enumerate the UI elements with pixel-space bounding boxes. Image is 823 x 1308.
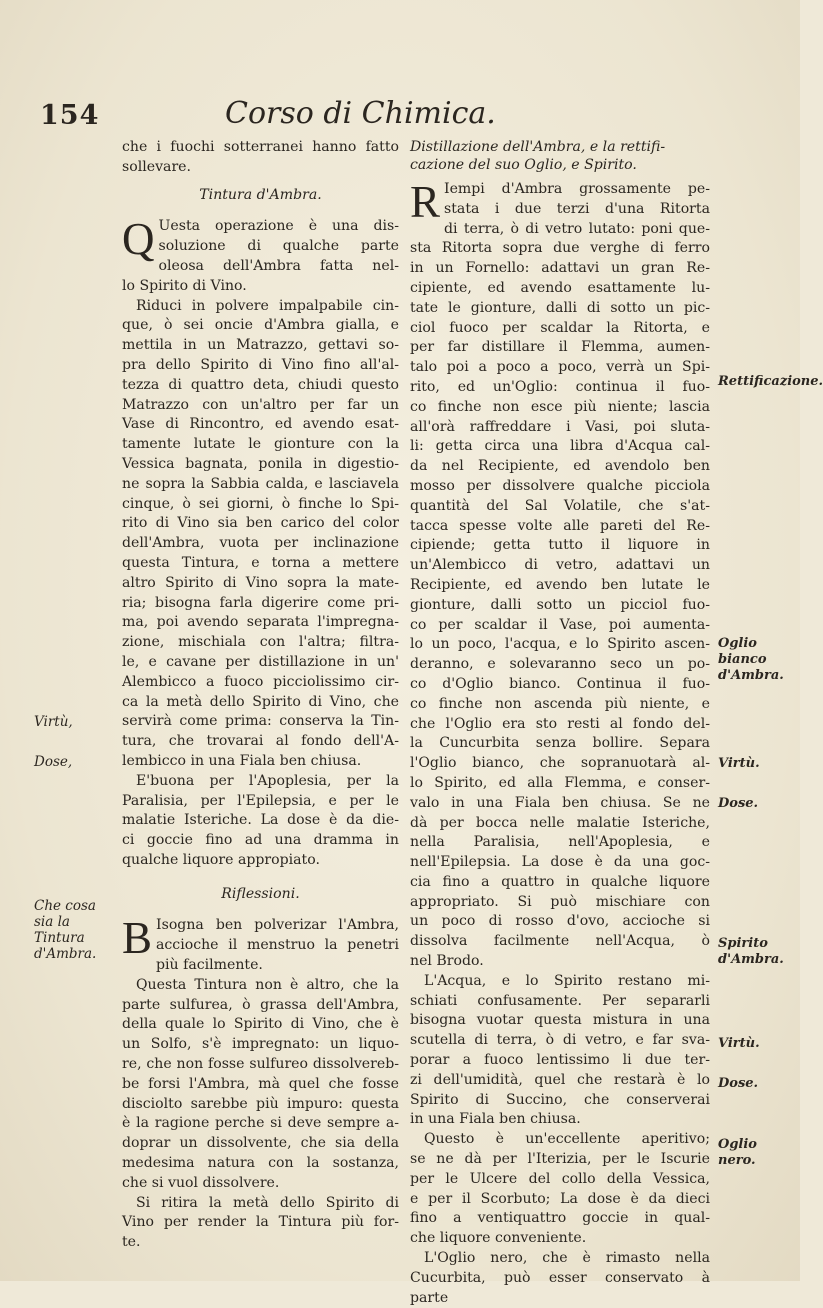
text-line: te. xyxy=(122,1234,141,1251)
margin-note-spirito: Spirito d'Ambra. xyxy=(718,936,784,967)
text-line: rito di Vino sia ben carico del color xyxy=(122,515,399,532)
text-line: sollevare. xyxy=(122,158,191,175)
margin-note-che-cosa: Che cosa sia la Tintura d'Ambra. xyxy=(34,898,97,962)
text-line: valo in una Fiala ben chiusa. Se ne xyxy=(410,794,710,811)
text-line: in una Fiala ben chiusa. xyxy=(410,1111,581,1128)
text-line: Matrazzo con un'altro per far un xyxy=(122,396,399,413)
text-line: che i fuochi sotterranei hanno fatto xyxy=(122,139,399,155)
text-line: un Solfo, s'è impregnato: un liquo- xyxy=(122,1036,399,1053)
text-line: Questa Tintura non è altro, che la xyxy=(136,976,399,993)
tintura-paragraph xyxy=(122,214,399,870)
drop-cap: R xyxy=(410,177,441,227)
margin-note-virtu-1: Virtù. xyxy=(718,756,760,771)
text-line: Paralisia, per l'Epilepsia, e per le xyxy=(122,792,399,809)
text-line: pra dello Spirito di Vino fino all'al- xyxy=(122,356,399,373)
text-line: tura, che trovarai al fondo dell'A- xyxy=(122,733,399,750)
text-line: porar a fuoco lentissimo li due ter- xyxy=(410,1052,710,1069)
text-line: Questo è un'eccellente aperitivo; xyxy=(424,1131,710,1148)
text-line: per le Ulcere del collo della Vessica, xyxy=(410,1170,710,1187)
text-line: di terra, ò di vetro lutato: poni que- xyxy=(444,220,710,237)
text-line: oleosa dell'Ambra fatta nel- xyxy=(158,257,399,274)
text-line: Cucurbita, può esser conservato à xyxy=(410,1269,710,1286)
text-line: doprar un dissolvente, che sia della xyxy=(122,1135,399,1152)
text-line: della quale lo Spirito di Vino, che è xyxy=(122,1016,399,1033)
text-line: co d'Oglio bianco. Continua il fuo- xyxy=(410,675,710,692)
text-line: ciol fuoco per scaldar la Ritorta, e xyxy=(410,319,710,336)
text-line: nell'Epilepsia. La dose è da una goc- xyxy=(410,854,710,871)
text-line: E'buona per l'Apoplesia, per la xyxy=(136,772,399,789)
text-line: scutella di terra, ò di vetro, e far sva- xyxy=(410,1032,710,1049)
text-line: deranno, e solevaranno seco un po- xyxy=(410,656,710,673)
text-line: servirà come prima: conserva la Tin- xyxy=(122,713,399,730)
text-line: la Cuncurbita senza bollire. Separa xyxy=(410,735,710,752)
margin-note-virtu: Virtù, xyxy=(34,714,73,730)
margin-note-dose-2: Dose. xyxy=(718,1076,759,1091)
text-line: che liquore conveniente. xyxy=(410,1230,587,1247)
text-line: co per scaldar il Vase, poi aumenta- xyxy=(410,616,710,633)
text-line: schiati confusamente. Per separarli xyxy=(410,992,710,1009)
text-line: all'orà raffreddare i Vasi, poi sluta- xyxy=(410,418,710,435)
text-line: fino a ventiquattro goccie in qual- xyxy=(410,1210,710,1227)
margin-note-oglio-nero: Oglio nero. xyxy=(718,1137,757,1168)
text-line: e per il Scorbuto; La dose è da dieci xyxy=(410,1190,710,1207)
margin-note-oglio-bianco: Oglio bianco d'Ambra. xyxy=(718,636,784,683)
text-line: co finche non ascenda più niente, e xyxy=(410,695,710,712)
text-line: dell'Ambra, vuota per inclinazione xyxy=(122,535,399,552)
text-line: l'Oglio bianco, che sopranuotarà al- xyxy=(410,755,710,772)
text-line: Vase di Rincontro, ed avendo esat- xyxy=(122,416,399,433)
text-line: parte xyxy=(410,1289,449,1306)
text-line: bisogna vuotar questa mistura in una xyxy=(410,1012,710,1029)
text-line: zione, mischiala con l'altra; filtra- xyxy=(122,634,399,651)
text-line: sta Ritorta sopra due verghe di ferro xyxy=(410,240,710,257)
text-line: Iempi d'Ambra grossamente pe- xyxy=(444,181,710,197)
text-line: mettila in un Matrazzo, gettavi so- xyxy=(122,337,399,354)
text-line: più facilmente. xyxy=(156,957,263,974)
text-line: malatie Isteriche. La dose è da die- xyxy=(122,812,399,829)
text-line: ne sopra la Sabbia calda, e lasciavela xyxy=(122,475,399,492)
text-line: Vino per render la Tintura più for- xyxy=(122,1214,399,1231)
text-line: Riduci in polvere impalpabile cin- xyxy=(136,297,399,314)
text-line: Spirito di Succino, che conserverai xyxy=(410,1091,710,1108)
page-number: 154 xyxy=(40,100,100,131)
margin-note-dose-1: Dose. xyxy=(718,796,759,811)
page-header xyxy=(0,96,800,140)
text-line: che l'Oglio era sto resti al fondo del- xyxy=(410,715,710,732)
text-line: Vessica bagnata, ponila in digestio- xyxy=(122,455,399,472)
text-line: cazione del suo Oglio, e Spirito. xyxy=(410,157,637,173)
text-line: da nel Recipiente, ed avendolo ben xyxy=(410,458,710,475)
text-line: tamente lutate le gionture con la xyxy=(122,436,399,453)
text-line: medesima natura con la sostanza, xyxy=(122,1155,399,1172)
text-line: Recipiente, ed avendo ben lutate le xyxy=(410,576,710,593)
text-line: le, e cavane per distillazione in un' xyxy=(122,653,399,670)
text-line: lembicco in una Fiala ben chiusa. xyxy=(122,752,362,769)
text-line: Alembicco a fuoco picciolissimo cir- xyxy=(122,673,399,690)
text-line: se ne dà per l'Iterizia, per le Iscurie xyxy=(410,1151,710,1168)
text-line: soluzione di qualche parte xyxy=(158,238,399,255)
text-line: dissolva facilmente nell'Acqua, ò xyxy=(410,933,710,950)
text-line: lo Spirito di Vino. xyxy=(122,277,247,294)
text-line: cia fino a quattro in qualche liquore xyxy=(410,873,710,890)
distillazione-paragraph xyxy=(410,177,710,1308)
text-line: parte sulfurea, ò grassa dell'Ambra, xyxy=(122,996,399,1013)
right-column xyxy=(410,138,710,1308)
text-line: quantità del Sal Volatile, che s'at- xyxy=(410,497,710,514)
text-line: lo Spirito, ed alla Flemma, e conser- xyxy=(410,774,710,791)
text-line: que, ò sei oncie d'Ambra gialla, e xyxy=(122,317,399,334)
drop-cap: B xyxy=(122,913,153,964)
text-line: disciolto sarebbe più impuro: questa xyxy=(122,1095,399,1112)
text-line: questa Tintura, e torna a mettere xyxy=(122,554,399,571)
text-line: un'Alembicco di vetro, adattavi un xyxy=(410,557,710,574)
text-line: ca la metà dello Spirito di Vino, che xyxy=(122,693,399,710)
margin-note-rettificazione: Rettificazione. xyxy=(718,374,823,389)
riflessioni-paragraph xyxy=(122,913,399,1253)
text-line: appropriato. Si può mischiare con xyxy=(410,893,710,910)
text-line: li: getta circa una libra d'Acqua cal- xyxy=(410,438,710,455)
text-line: ria; bisogna farla digerire come pri- xyxy=(122,594,399,611)
margin-note-dose: Dose, xyxy=(34,754,73,770)
text-line: ci goccie fino ad una dramma in xyxy=(122,832,399,849)
text-line: è la ragione perche si deve sempre a- xyxy=(122,1115,399,1132)
text-line: stata i due terzi d'una Ritorta xyxy=(444,200,710,217)
drop-cap: Q xyxy=(122,214,155,265)
text-line: gionture, dalli sotto un picciol fuo- xyxy=(410,596,710,613)
text-line: che si vuol dissolvere. xyxy=(122,1174,280,1191)
section-title-tintura: Tintura d'Ambra. xyxy=(199,186,322,203)
text-line: accioche il menstruo la penetri xyxy=(156,937,399,954)
text-line: tate le gionture, dalli di sotto un pic- xyxy=(410,299,710,316)
text-line: tezza di quattro deta, chiudi questo xyxy=(122,376,399,393)
text-line: ma, poi avendo separata l'impregna- xyxy=(122,614,399,631)
running-title: Corso di Chimica. xyxy=(225,96,496,131)
text-line: re, che non fosse sulfureo dissolvereb- xyxy=(122,1056,399,1073)
text-line: rito, ed un'Oglio: continua il fuo- xyxy=(410,378,710,395)
text-line: L'Oglio nero, che è rimasto nella xyxy=(424,1250,710,1267)
text-line: un poco di rosso d'ovo, accioche si xyxy=(410,913,710,930)
text-line: lo un poco, l'acqua, e lo Spirito ascen- xyxy=(410,636,710,653)
text-line: Uesta operazione è una dis- xyxy=(158,218,399,235)
text-line: nel Brodo. xyxy=(410,953,484,970)
text-line: dà per bocca nelle malatie Isteriche, xyxy=(410,814,710,831)
text-line: qualche liquore appropiato. xyxy=(122,851,320,868)
text-line: cipiente, ed avendo esattamente lu- xyxy=(410,279,710,296)
intro-text xyxy=(122,138,399,178)
text-line: per far distillare il Flemma, aumen- xyxy=(410,339,710,356)
section-title-riflessioni: Riflessioni. xyxy=(221,885,300,902)
left-column xyxy=(122,138,399,1253)
text-line: cinque, ò sei giorni, ò finche lo Spi- xyxy=(122,495,399,512)
text-line: Isogna ben polverizar l'Ambra, xyxy=(156,917,399,934)
text-line: nella Paralisia, nell'Apoplesia, e xyxy=(410,834,710,851)
section-title-distillazione xyxy=(410,138,710,174)
text-line: cipiende; getta tutto il liquore in xyxy=(410,537,710,554)
text-line: Si ritira la metà dello Spirito di xyxy=(136,1194,399,1211)
text-line: in un Fornello: adattavi un gran Re- xyxy=(410,260,710,277)
text-line: altro Spirito di Vino sopra la mate- xyxy=(122,574,399,591)
text-line: be forsi l'Ambra, mà quel che fosse xyxy=(122,1075,399,1092)
text-line: zi dell'umidità, quel che restarà è lo xyxy=(410,1071,710,1088)
text-line: co finche non esce più niente; lascia xyxy=(410,398,710,415)
margin-note-virtu-2: Virtù. xyxy=(718,1036,760,1051)
text-line: talo poi a poco a poco, verrà un Spi- xyxy=(410,359,710,376)
text-line: Distillazione dell'Ambra, e la rettifi- xyxy=(410,139,666,155)
text-line: L'Acqua, e lo Spirito restano mi- xyxy=(424,972,710,989)
text-line: tacca spesse volte alle pareti del Re- xyxy=(410,517,710,534)
text-line: mosso per dissolvere qualche picciola xyxy=(410,477,710,494)
